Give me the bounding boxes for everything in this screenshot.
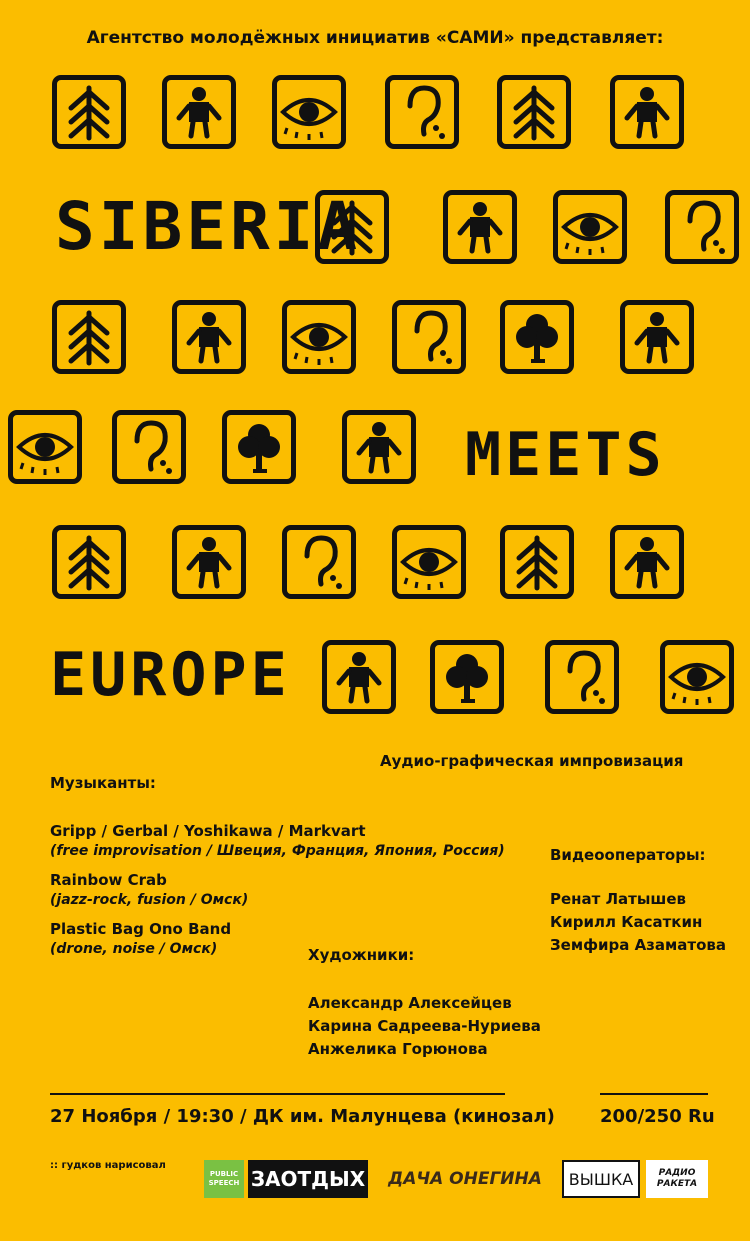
tree-icon — [57, 305, 121, 369]
act-name: Gripp / Gerbal / Yoshikawa / Markvart — [50, 822, 366, 840]
musicians-list — [50, 820, 505, 957]
bush-icon — [505, 305, 569, 369]
pictogram-tile — [665, 190, 739, 264]
act-genre: (drone, noise / Омск) — [50, 941, 218, 957]
video-name: Кирилл Касаткин — [550, 913, 703, 931]
divider-left — [50, 1093, 505, 1095]
eye-icon — [277, 80, 341, 144]
act-item — [50, 918, 505, 957]
act-name: Rainbow Crab — [50, 871, 167, 889]
pictogram-tile — [610, 525, 684, 599]
person-icon — [448, 195, 512, 259]
act-genre: (jazz-rock, fusion / Омск) — [50, 892, 249, 908]
artist-name: Александр Алексейцев — [308, 994, 512, 1012]
ear-icon — [117, 415, 181, 479]
pictogram-tile — [172, 525, 246, 599]
artist-name: Карина Садреева-Нуриева — [308, 1017, 541, 1035]
act-name: Plastic Bag Ono Band — [50, 920, 232, 938]
subtitle: Аудио-графическая импровизация — [380, 752, 684, 770]
tree-icon — [57, 530, 121, 594]
pictogram-tile — [443, 190, 517, 264]
pictogram-tile — [282, 300, 356, 374]
eye-icon — [287, 305, 351, 369]
eye-icon — [665, 645, 729, 709]
pictogram-tile — [500, 300, 574, 374]
radio-raketa-line2: РАКЕТА — [656, 1179, 698, 1189]
person-icon — [177, 305, 241, 369]
public-speech-line1: PUBLIC — [209, 1170, 239, 1178]
title-europe: EUROPE — [50, 640, 291, 710]
eye-icon — [13, 415, 77, 479]
act-item — [50, 869, 505, 908]
public-speech-line2: SPEECH — [208, 1179, 240, 1187]
person-icon — [615, 80, 679, 144]
pictogram-tile — [342, 410, 416, 484]
pictogram-tile — [545, 640, 619, 714]
eye-icon — [397, 530, 461, 594]
ear-icon — [550, 645, 614, 709]
ear-icon — [397, 305, 461, 369]
pictogram-tile — [620, 300, 694, 374]
dacha-onegina-logo: ДАЧА ОНЕГИНА — [388, 1169, 542, 1189]
divider-right — [600, 1093, 708, 1095]
pictogram-tile — [112, 410, 186, 484]
person-icon — [177, 530, 241, 594]
act-genre: (free improvisation / Швеция, Франция, Япония, Россия) — [50, 843, 505, 859]
pictogram-tile — [272, 75, 346, 149]
public-speech-logo — [204, 1160, 244, 1198]
person-icon — [615, 530, 679, 594]
title-meets: MEETS — [465, 420, 666, 490]
pictogram-tile — [322, 640, 396, 714]
ear-icon — [670, 195, 734, 259]
video-title: Видеооператоры: — [550, 846, 706, 864]
video-list — [550, 888, 726, 957]
event-info: 27 Ноября / 19:30 / ДК им. Малунцева (кинозал) — [50, 1106, 555, 1127]
pictogram-tile — [162, 75, 236, 149]
artists-list — [308, 992, 541, 1061]
pictogram-tile — [52, 525, 126, 599]
bush-icon — [227, 415, 291, 479]
pictogram-tile — [660, 640, 734, 714]
act-item — [50, 820, 505, 859]
tree-icon — [57, 80, 121, 144]
pictogram-tile — [392, 525, 466, 599]
artists-title: Художники: — [308, 946, 415, 964]
radio-raketa-line1: РАДИО — [658, 1168, 696, 1178]
ear-icon — [390, 80, 454, 144]
bush-icon — [435, 645, 499, 709]
pictogram-tile — [610, 75, 684, 149]
person-icon — [167, 80, 231, 144]
zaotdyh-logo: ЗАОТДЫХ — [248, 1160, 368, 1198]
pictogram-tile — [222, 410, 296, 484]
artist-name: Анжелика Горюнова — [308, 1040, 488, 1058]
pictogram-tile — [500, 525, 574, 599]
illustrator-credit: :: гудков нарисовал — [50, 1160, 166, 1171]
person-icon — [625, 305, 689, 369]
pictogram-tile — [8, 410, 82, 484]
ear-icon — [287, 530, 351, 594]
pictogram-tile — [52, 300, 126, 374]
pictogram-tile — [392, 300, 466, 374]
video-name: Ренат Латышев — [550, 890, 687, 908]
video-name: Земфира Азаматова — [550, 936, 727, 954]
pictogram-tile — [52, 75, 126, 149]
vyshka-logo: ВЫШКА — [562, 1160, 640, 1198]
tree-icon — [502, 80, 566, 144]
pictogram-tile — [172, 300, 246, 374]
title-siberia: SIBERIA — [55, 188, 362, 265]
person-icon — [327, 645, 391, 709]
pictogram-tile — [553, 190, 627, 264]
header-text: Агентство молодёжных инициатив «САМИ» представляет: — [86, 28, 664, 48]
tree-icon — [505, 530, 569, 594]
radio-raketa-logo — [646, 1160, 708, 1198]
pictogram-tile — [385, 75, 459, 149]
musicians-title: Музыканты: — [50, 774, 156, 792]
pictogram-tile — [282, 525, 356, 599]
ticket-price: 200/250 Ru — [600, 1106, 715, 1127]
pictogram-tile — [497, 75, 571, 149]
pictogram-tile — [430, 640, 504, 714]
person-icon — [347, 415, 411, 479]
eye-icon — [558, 195, 622, 259]
